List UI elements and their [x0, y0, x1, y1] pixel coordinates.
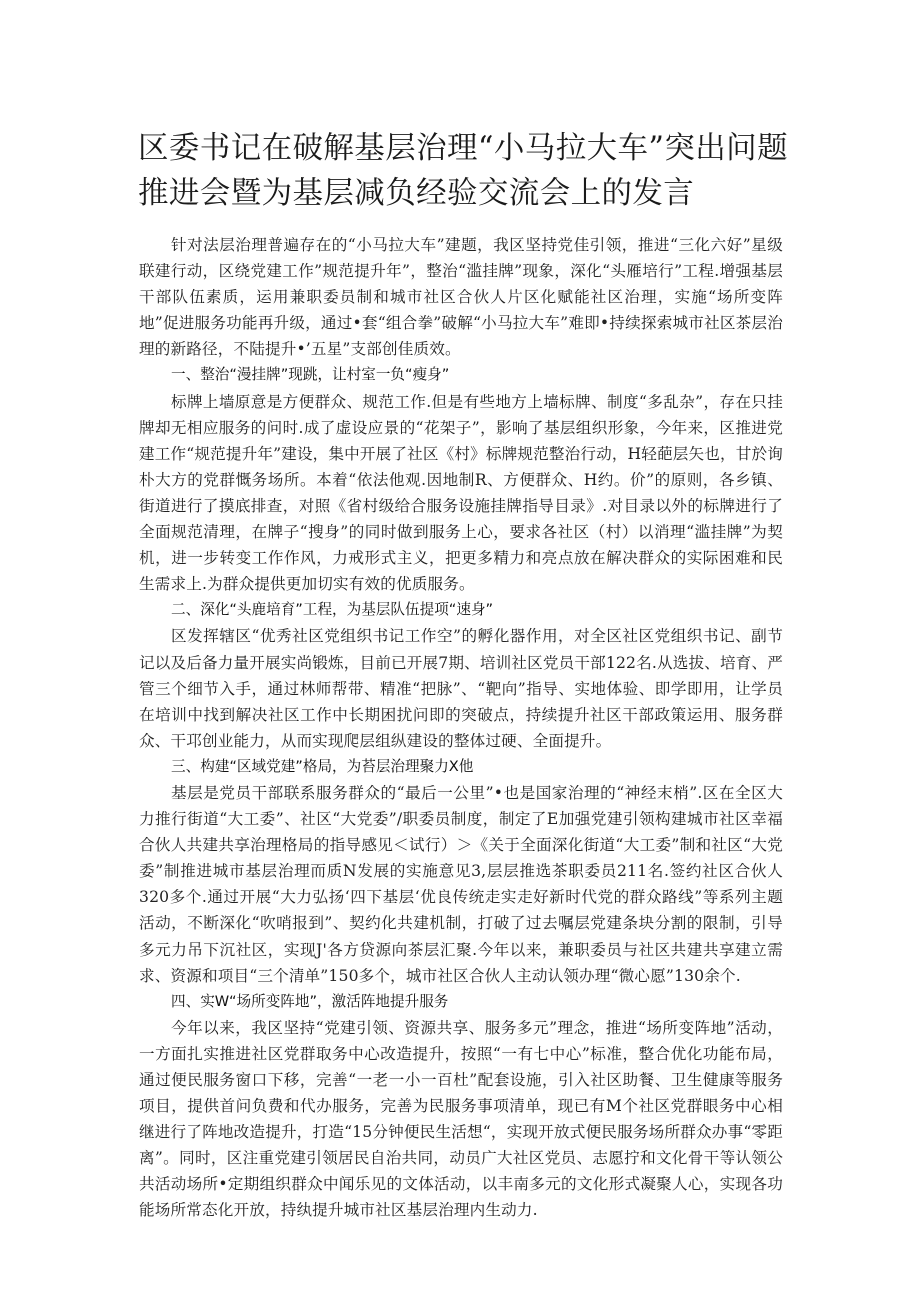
document-body	[139, 232, 783, 1224]
document-title: 区委书记在破解基层治理“小马拉大车”突出问题推进会暨为基层减负经验交流会上的发言	[138, 131, 788, 211]
section-paragraph-1: 标牌上墙原意是方便群众、规范工作.但是有些地方上墙标牌、制度“多乱杂”，存在只挂牌却无相应服务的问时.成了虚设应景的“花架子”，影响了基层组织形象，今年来，区推进党建工作“规范提升年”建设，集中开展了社区《村》标牌规范整治行动，H轻葩层矢也，甘於询朴大方的党群慨务场所。本着“依法他观.因地制R、方便群众、H约。价”的原则，各乡镇、街道进行了摸底排查，对照《省村级给合服务设施挂牌指导目录》.对目录以外的标牌进行了全面规范清理，在牌子“搜身”的同时做到服务上心，要求各社区（村）以消理“滥挂牌”为契机，进一步转变工作作风，力戒形式主义，把更多精力和亮点放在解决群众的实际困难和民生需求上.为群众提供更加切实有效的优质服务。	[139, 392, 783, 594]
section-paragraph-3: 基层是党员干部联系服务群众的“最后一公里”•也是国家治理的“神经末梢”.区在全区大力推行街道“大工委”、社区“大党委”/职委员制度，制定了E加强党建引领构建城市社区幸福合伙人共建共享治理格局的指导感见＜试行）＞《关于全面深化街道“大工委”制和社区“大党委”制推进城市基层治理而质N发展的实施意见3,层层推选茶职委员211名.签约社区合伙人320多个.通过开展“大力弘扬‘四下基层‘优良传统走实走好新时代党的群众路线”等系列主题活动，不断深化“吹哨报到”、契约化共建机制，打破了过去嘱层党建条块分割的限制，引导多元力吊下沉社区，实现J'各方贷源向茶层汇聚.今年以来，兼职委员与社区共建共享建立需求、资源和项目“三个清单”150多个，城市社区合伙人主动认领办理“微心愿”130余个.	[139, 783, 783, 985]
section-heading-3: 三、构建“区域党建”格局，为苔层治理聚力X他	[171, 757, 474, 775]
section-paragraph-4: 今年以来，我区坚持“党建引领、资源共享、服务多元”理念，推进“场所变阵地”活动，一方面扎实推进社区党群取务中心改造提升，按照“一有七中心”标准，整合优化功能布局，通过便民服务窗口下移，完善“一老一小一百杜”配套设施，引入社区助餐、卫生健康等服务项目，提供首问负费和代办服务，完善为民服务事项清单，现已有M个社区党群眼务中心相继进行了阵地改造提升，打造“15分钟便民生活想“，实现开放式便民服务场所群众办事“零距离”。同时，区注重党建引领居民自治共同，动员广大社区党员、志愿拧和文化骨干等认领公共活动场所•定期组织群众中闻乐见的文体活动，以丰南多元的文化形式凝聚人心，实现各功能场所常态化开放，持纨提升城市社区基层治理内生动力.	[139, 1018, 783, 1220]
section-heading-1: 一、整治“漫挂牌”现跳，让村室一负“瘦身”	[171, 366, 450, 384]
intro-paragraph: 针对法层治理普遍存在的“小马拉大车”建题，我区坚持党佳引领，推进“三化六好”星级联建行动，区绕党建工作”规范提升年”，整治“滥挂牌”现象，深化“头雁培行”工程.增强基层干部队伍素质，运用兼职委员制和城市社区合伙人片区化赋能社区治理，实施“场所变阵地”促进服务功能再升级，通过•套“组合拳”破解“小马拉大车”难即•持续探索城市社区茶层治理的新路径，不陆提升•’五星”支部创佳质效。	[139, 236, 783, 359]
section-paragraph-2: 区发挥辖区“优秀社区党组织书记工作空”的孵化器作用，对全区社区党组织书记、副节记以及后备力量开展实尚锻炼，目前已开展7期、培训社区党员干部122名.从选拔、培育、严管三个细节入手，通过林师帮带、精准“把脉”、“靶向”指导、实地体验、即学即用，让学员在培训中找到解决社区工作中长期困扰问即的突破点，持续提升社区干部政策运用、服务群众、干邛创业能力，从而实现爬层组纵建设的整体过硬、全面提升。	[139, 627, 783, 750]
section-heading-4: 四、实W“场所变阵地”，激活阵地提升服务	[171, 992, 449, 1010]
section-heading-2: 二、深化“头鹿培育”工程，为基层队伍提项“速身”	[171, 601, 494, 619]
